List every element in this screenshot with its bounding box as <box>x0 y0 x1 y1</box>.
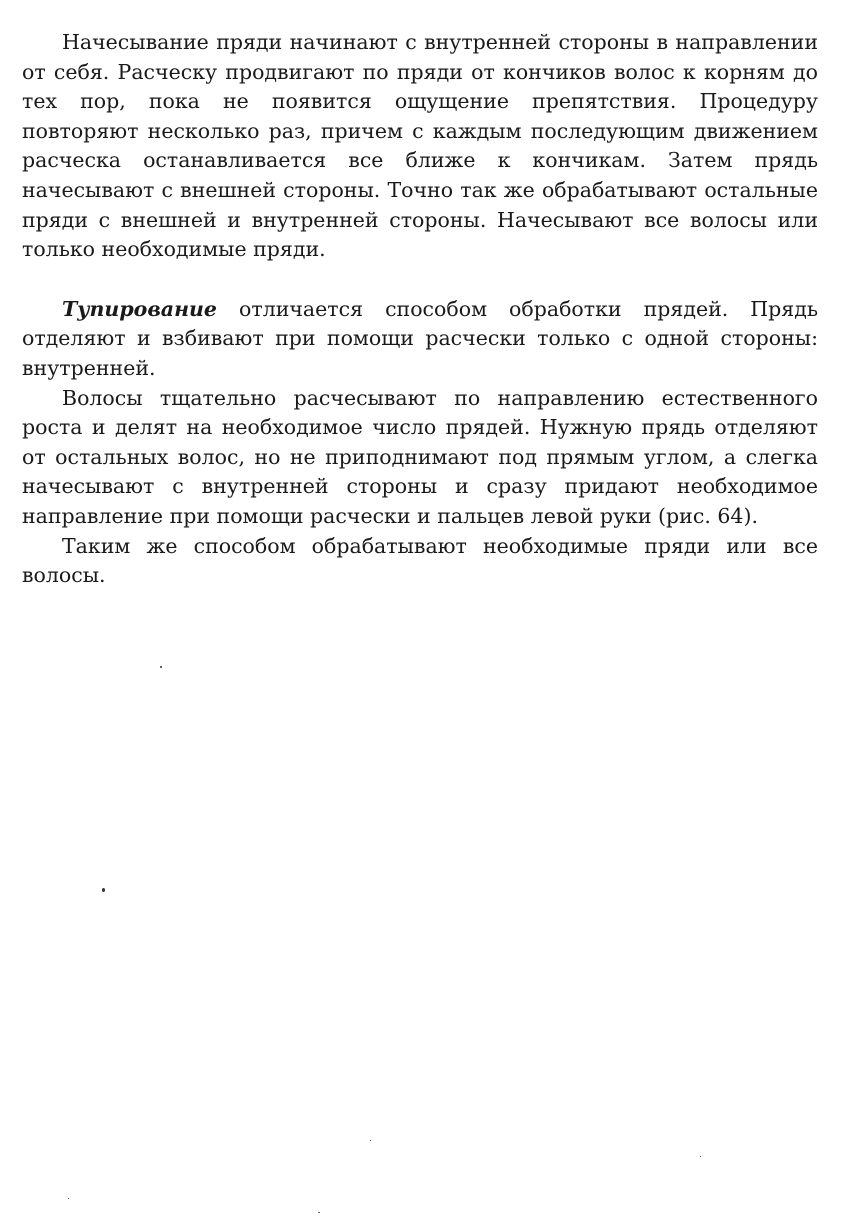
paragraph-text: Таким же способом обрабатывают необходимые пряди или все волосы. <box>22 533 818 588</box>
paragraph-procedure <box>22 384 818 532</box>
paragraph-backcombing <box>22 295 818 384</box>
scan-speck <box>160 666 162 668</box>
paragraph-combing <box>22 28 818 265</box>
document-page <box>22 28 818 591</box>
scan-speck <box>102 888 105 892</box>
scan-speck <box>700 1156 701 1157</box>
scan-speck <box>318 1212 320 1213</box>
paragraph-final <box>22 532 818 591</box>
term-heading: Тупирование <box>62 296 217 321</box>
scan-speck <box>370 1140 371 1141</box>
paragraph-text: Начесывание пряди начинают с внутренней стороны в направлении от себя. Расческу продвигают по пряди от кончиков волос к корням до тех пор, пока не появится ощущение препятствия. Процедуру повторяют несколько раз, причем с каждым последующим движением расческа останавливается все ближе к кончикам. Затем прядь начесывают с внешней стороны. Точно так же обрабатывают остальные пряди с внешней и внутренней стороны. Начесывают все волосы или только необходимые пряди. <box>22 30 818 262</box>
paragraph-text: отличается способом обработки прядей. Прядь отделяют и взбивают при помощи расчески только с одной стороны: внутренней. <box>22 296 818 380</box>
paragraph-text: Волосы тщательно расчесывают по направлению естественного роста и делят на необходимое число прядей. Нужную прядь отделяют от остальных волос, но не приподнимают под прямым углом, а слегка начесывают с внутренней стороны и сразу придают необходимое направление при помощи расчески и пальцев левой руки (рис. 64). <box>22 385 818 528</box>
paragraph-gap <box>22 265 818 295</box>
scan-speck <box>68 1198 69 1199</box>
